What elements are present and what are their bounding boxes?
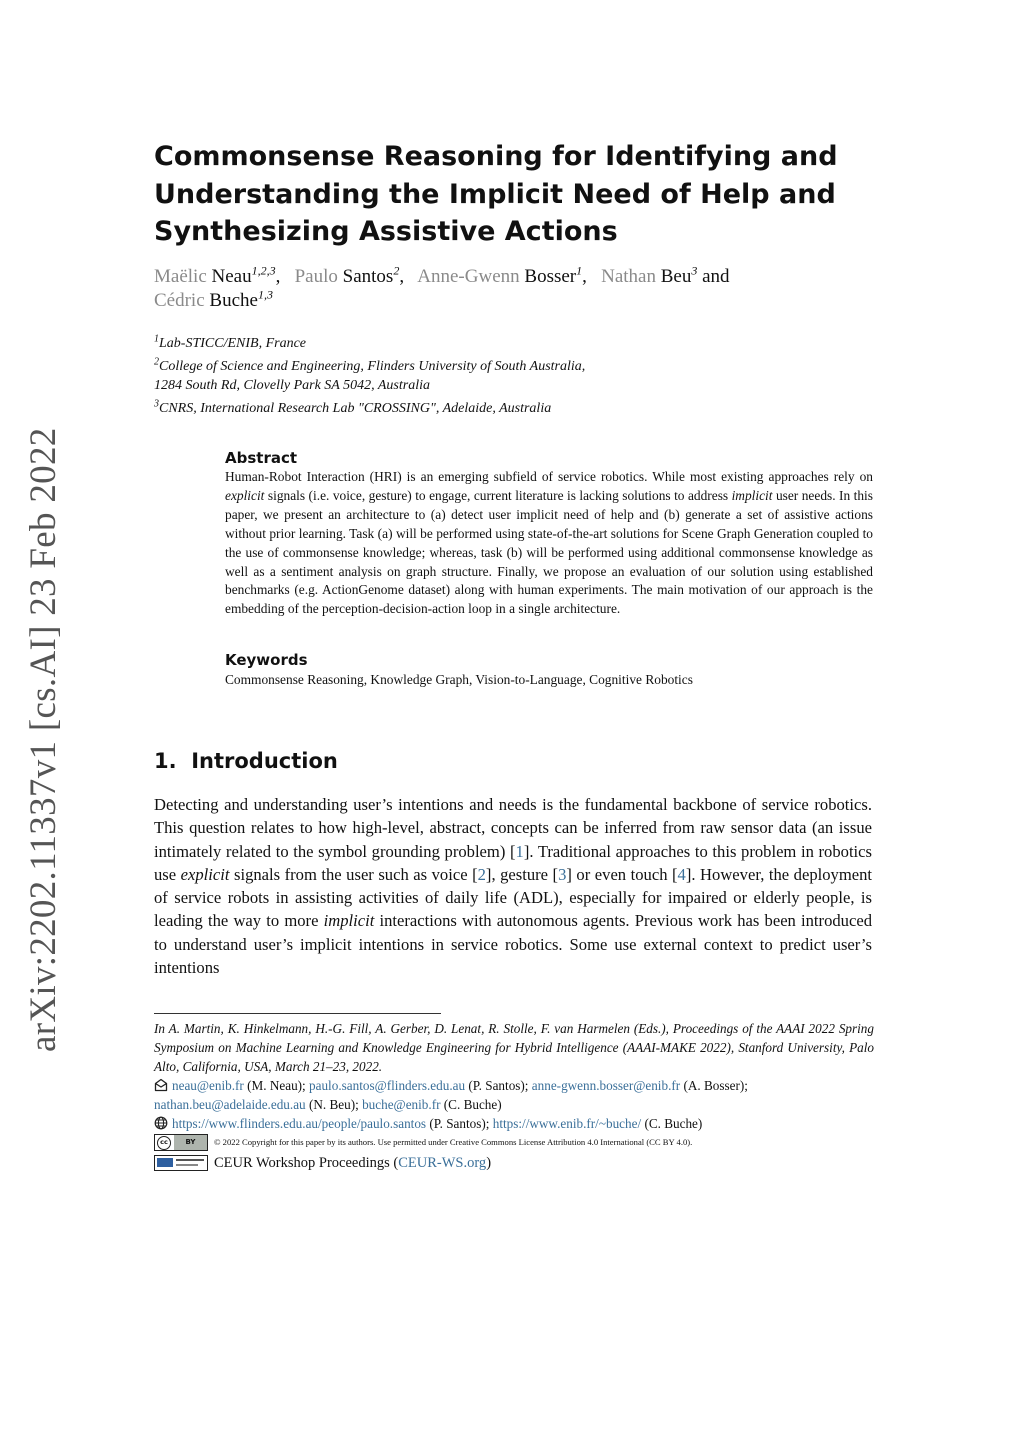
footnote-divider [154,1013,441,1014]
affiliation-1: $^1$Lab-STICC/ENIB, France [154,333,306,351]
ceur-ws-link[interactable]: CEUR-WS.org [398,1155,487,1171]
citation-link-4[interactable]: 4 [677,864,686,884]
affiliation-2-address: 1284 South Rd, Clovelly Park SA 5042, Australia [154,378,430,393]
ceur-text: CEUR Workshop Proceedings (CEUR-WS.org) [214,1155,492,1171]
email-link-santos[interactable]: paulo.santos@flinders.edu.au [309,1078,466,1093]
email-link-beu[interactable]: nathan.beu@adelaide.edu.au [154,1097,306,1112]
license-text: © 2022 Copyright for this paper by its authors. Use permitted under Creative Commons License Attribution 4.0 International (CC BY 4.0). [214,1137,693,1147]
email-link-buche[interactable]: buche@enib.fr [362,1097,441,1112]
url-link-santos[interactable]: https://www.flinders.edu.au/people/paulo.santos [172,1116,427,1131]
abstract-text: Human-Robot Interaction (HRI) is an emerging subfield of service robotics. While most existing approaches rely on explicit signals (i.e. voice, gesture) to engage, current literature is lacking solutions to address implicit user needs. In this paper, we present an architecture to (a) detect user implicit need of help and (b) generate a set of assistive actions without prior learning. Task (a) will be performed using state-of-the-art solutions for Scene Graph Generation coupled to the use of commonsense knowledge; whereas, task (b) will be performed using additional commonsense knowledge as well as a sentiment analysis on graph structure. Finally, we propose an evaluation of our solution using established benchmarks (e.g. ActionGenome dataset) along with human experiments. The main motivation of our approach is the embedding of the perception-decision-action loop in a single architecture. [225,469,873,617]
by-icon: BY [174,1135,207,1150]
url-line: https://www.flinders.edu.au/people/paulo.santos (P. Santos); https://www.enib.fr/~buche/ (C. Buche) [154,1114,874,1133]
abstract-heading: Abstract [225,449,298,467]
title-line-1: Commonsense Reasoning for Identifying and [154,141,838,172]
abstract-section [225,448,873,619]
citation-link-1[interactable]: 1 [515,841,524,861]
keywords-text: Commonsense Reasoning, Knowledge Graph, Vision-to-Language, Cognitive Robotics [225,672,693,687]
email-link-neau[interactable]: neau@enib.fr [172,1078,244,1093]
ceur-logo [154,1155,208,1171]
proceedings-note: In A. Martin, K. Hinkelmann, H.-G. Fill, A. Gerber, D. Lenat, R. Stolle, F. van Harmelen (Eds.), Proceedings of the AAAI 2022 Spring Symposium on Machine Learning and Knowledge Engineering for Hybrid Intelligence (AAAI-MAKE 2022), Stanford University, Palo Alto, California, USA, March 21–23, 2022. [154,1021,874,1074]
footnote [154,1019,874,1174]
introduction-heading: 1. Introduction [154,749,338,773]
author-neau: Maëlic Neau$^{1,2,3}$, [154,263,290,287]
email-link-bosser[interactable]: anne-gwenn.bosser@enib.fr [531,1078,681,1093]
author-buche: Cédric Buche$^{1,3}$ [154,287,273,311]
citation-link-3[interactable]: 3 [558,864,567,884]
citation-link-2[interactable]: 2 [477,864,486,884]
ceur-row [154,1153,874,1174]
email-line: neau@enib.fr (M. Neau); paulo.santos@flinders.edu.au (P. Santos); anne-gwenn.bosser@enib.fr (A. Bosser); nathan.beu@adelaide.edu.au (N. Beu); buche@enib.fr (C. Buche) [154,1078,748,1112]
paper-title [154,138,854,251]
envelope-icon [154,1078,168,1092]
author-santos: Paulo Santos$^2$, [294,263,414,287]
url-link-buche[interactable]: https://www.enib.fr/~buche/ [492,1116,642,1131]
author-list [154,265,854,313]
affiliation-3: $^3$CNRS, International Research Lab "CROSSING", Adelaide, Australia [154,398,552,416]
introduction-paragraph: Detecting and understanding user’s intentions and needs is the fundamental backbone of service robotics. This question relates to how high-level, abstract, concepts can be inferred from raw sensor data (an issue intimately related to the symbol grounding problem) [1]. Traditional approaches to this problem in robotics use explicit signals from the user such as voice [2], gesture [3] or even touch [4]. However, the deployment of service robots in assisting activities of daily life (ADL), especially for impaired or elderly people, is leading the way to more implicit interactions with autonomous agents. Previous work has been introduced to understand user’s implicit intentions in service robotics. Some use external context to predict user’s intentions [154,795,872,978]
keywords-heading: Keywords [225,651,308,669]
author-bosser: Anne-Gwenn Bosser$^1$, [417,263,597,287]
arxiv-identifier-stamp: arXiv:2202.11337v1 [cs.AI] 23 Feb 2022 [23,427,64,1052]
keywords-section [225,650,873,689]
affiliation-2: $^2$College of Science and Engineering, Flinders University of South Australia, [154,356,586,374]
affiliations [154,334,854,418]
cc-icon: cc [157,1136,171,1150]
license-row [154,1133,874,1152]
author-beu: Nathan Beu$^3$ and [601,263,730,287]
globe-icon [154,1116,168,1130]
title-line-2: Understanding the Implicit Need of Help and [154,178,836,210]
title-line-3: Synthesizing Assistive Actions [154,216,618,247]
cc-by-license-badge [154,1134,208,1151]
